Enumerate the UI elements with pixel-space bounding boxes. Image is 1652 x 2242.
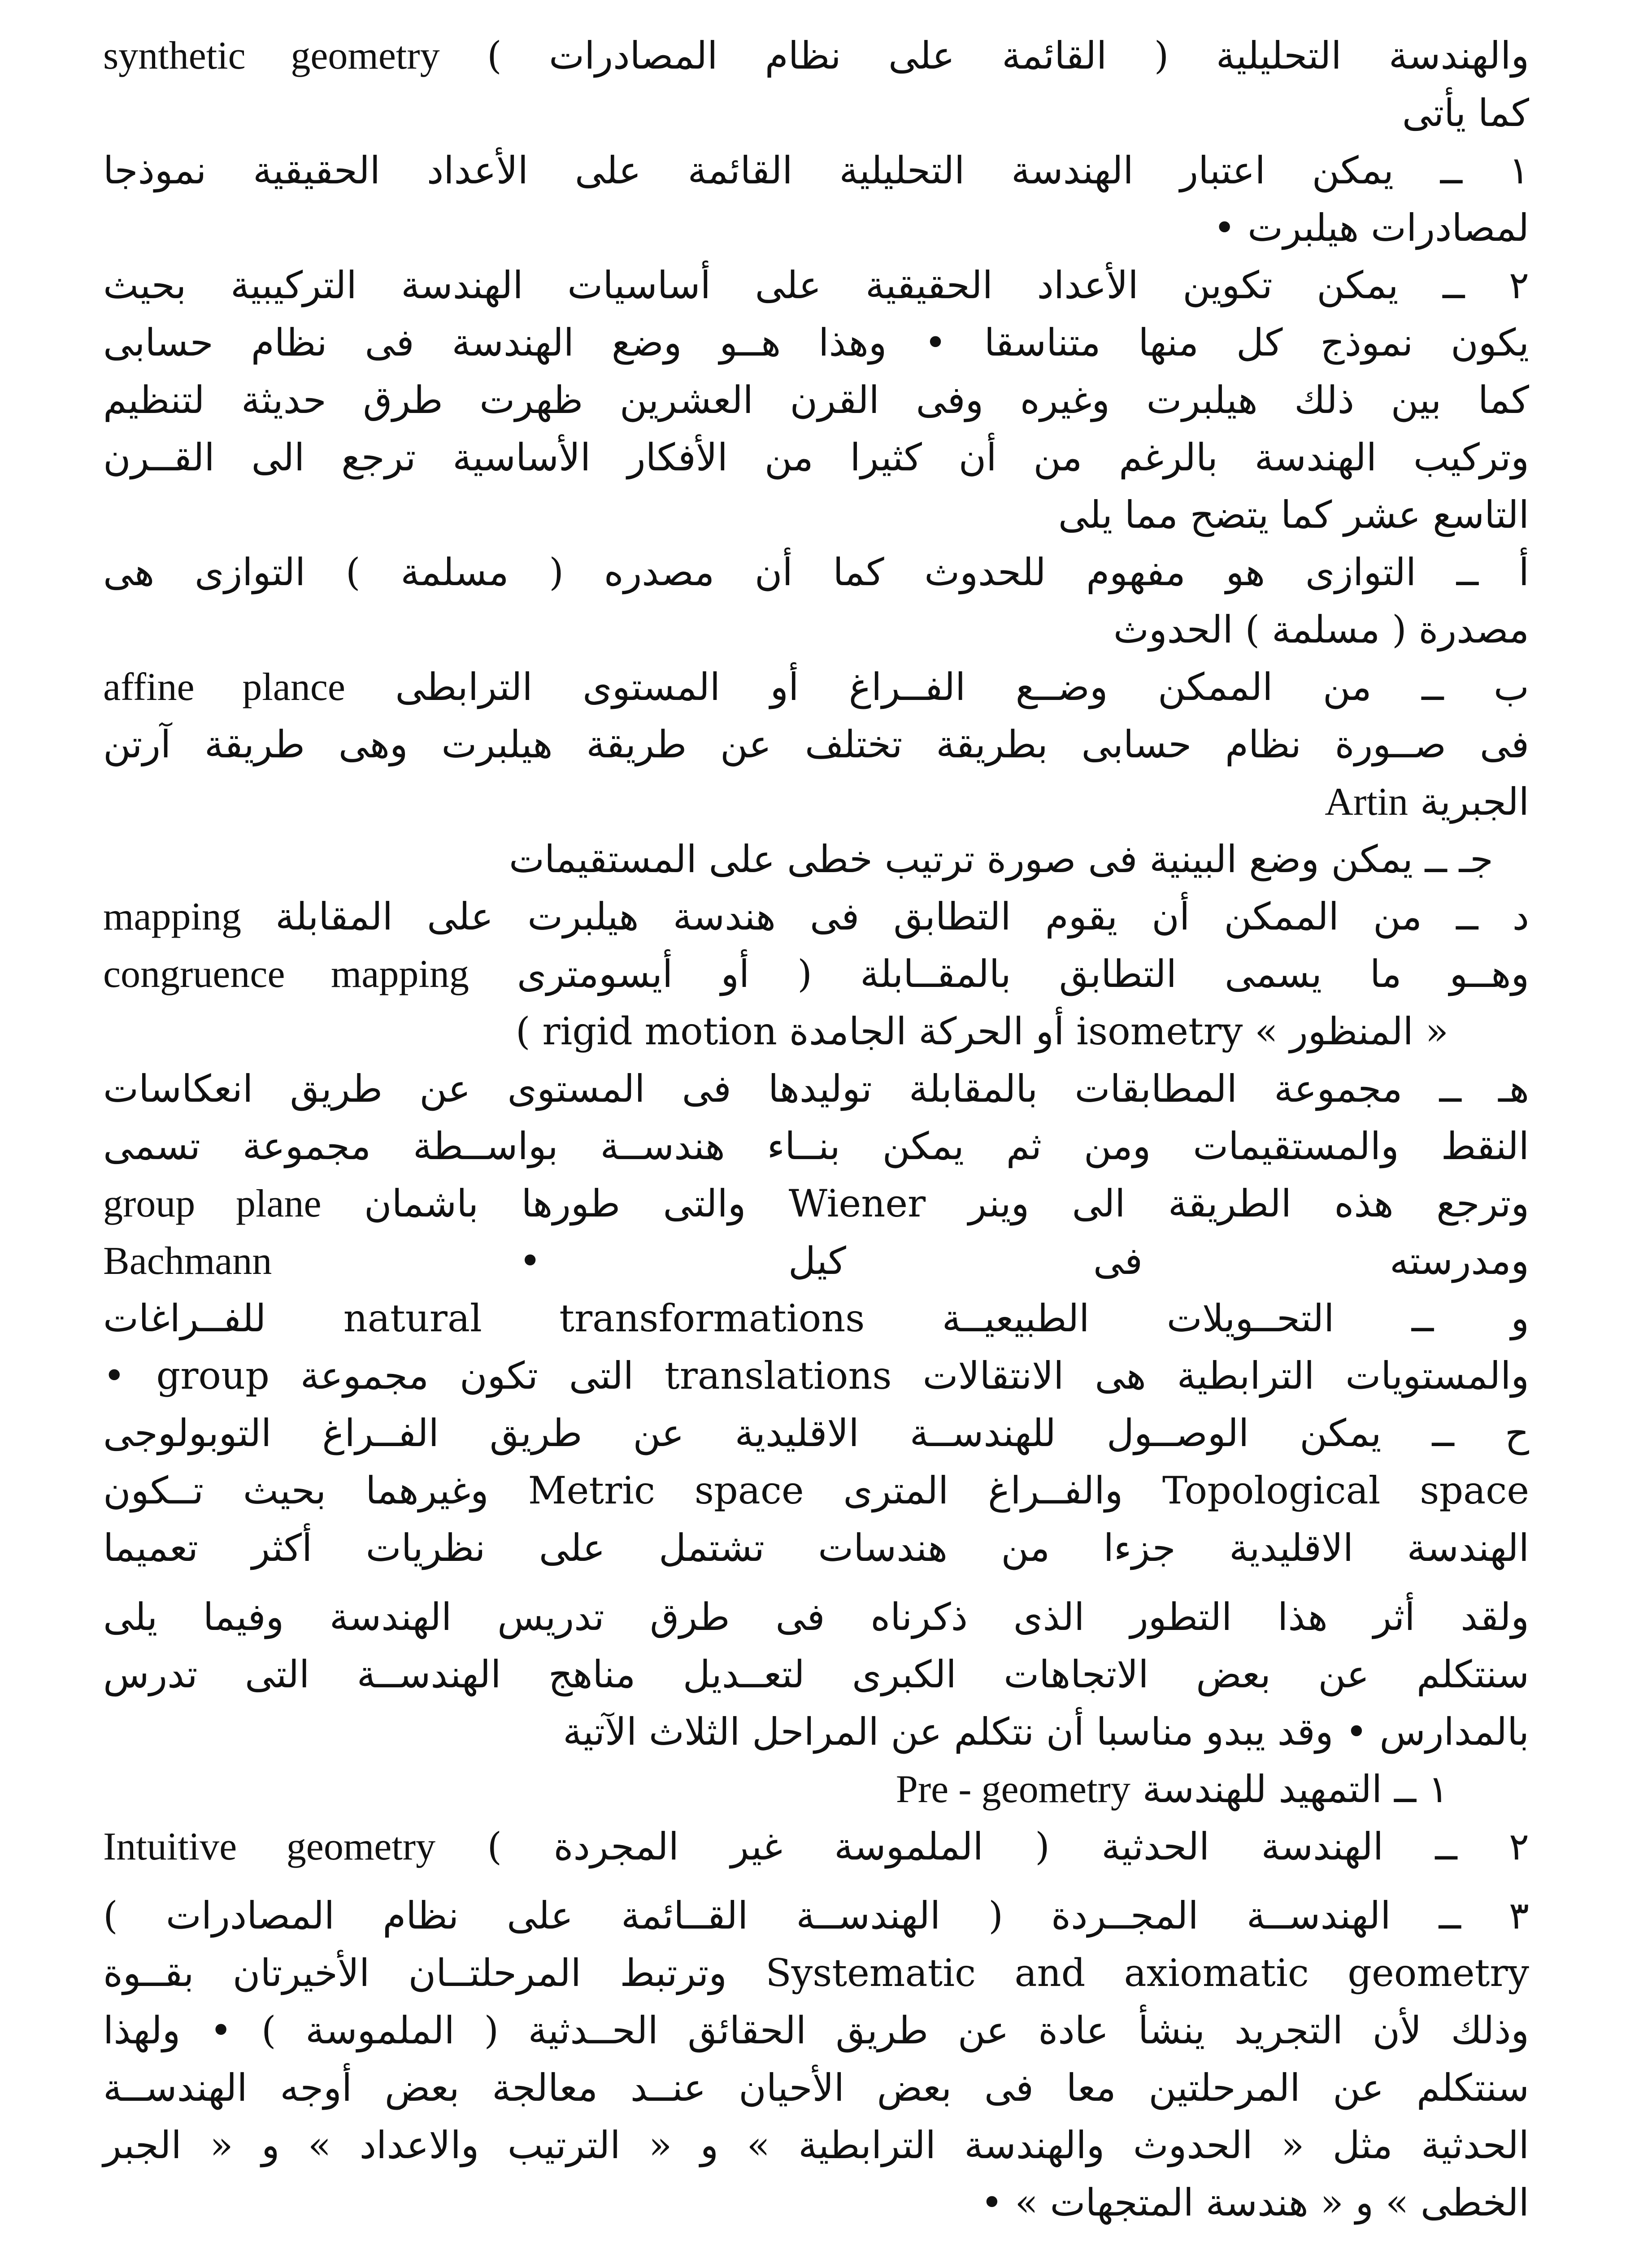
text-line [103,1290,1529,1347]
arabic-text: مصدرة ( مسلمة ) الحدوث [1113,608,1529,652]
latin-term: synthetic geometry [103,34,440,78]
arabic-text: « المنظور » isometry أو الحركة الجامدة rigid motion ) [515,1009,1448,1053]
arabic-text: ٢ ــ يمكن تكوين الأعداد الحقيقية على أساسيات الهندسة التركيبية بحيث [103,263,1529,307]
latin-term: Intuitive geometry [103,1825,436,1868]
arabic-text: أ ــ التوازى هو مفهوم للحدوث كما أن مصدره ( مسلمة ) التوازى هى [103,550,1529,594]
arabic-text: بالمدارس • وقد يبدو مناسبا أن نتكلم عن المراحل الثلاث الآتية [563,1710,1529,1754]
text-line [103,1404,1529,1462]
text-line [103,2116,1529,2174]
arabic-text: سنتكلم عن بعض الاتجاهات الكبرى لتعــديل مناهج الهندســة التى تدرس [103,1652,1529,1696]
latin-term: Bachmann [103,1239,272,1283]
text-line [103,888,1529,945]
latin-term: group plane [103,1182,322,1225]
text-line [103,601,1529,658]
arabic-text: لمصادرات هيلبرت • [1213,206,1529,250]
arabic-text: الخطى » و « هندسة المتجهات » • [981,2181,1529,2225]
arabic-text: و ــ التحــويلات الطبيعيــة natural transformations للفــراغات [103,1296,1529,1340]
text-line [103,1347,1529,1404]
text-line [103,1818,1529,1875]
arabic-text: والمستويات الترابطية هى الانتقالات translations التى تكون مجموعة group • [103,1354,1529,1398]
text-line [103,1887,1529,1944]
text-line [103,1232,1529,1290]
latin-term: affine plance [103,665,345,709]
arabic-text: سنتكلم عن المرحلتين معا فى بعض الأحيان عنــد معالجة بعض أوجه الهندســة [103,2066,1529,2110]
arabic-text: والهندسة التحليلية ( القائمة على نظام المصادرات ) [487,34,1530,78]
text-line [103,429,1529,486]
arabic-text: الحدثية مثل « الحدوث والهندسة الترابطية » و « الترتيب والاعداد » و « الجبر [103,2123,1529,2167]
text-line [103,1703,1529,1760]
text-line [103,1646,1529,1703]
text-line [103,27,1529,84]
text-line [103,716,1529,773]
arabic-text: وهــو ما يسمى التطابق بالمقــابلة ( أو أيسومترى [517,952,1530,996]
text-line [103,1462,1529,1519]
latin-term: mapping [103,895,241,939]
arabic-text: ٢ ــ الهندسة الحدثية ( الملموسة غير المجردة ) [487,1825,1530,1868]
arabic-text: ١ ــ يمكن اعتبار الهندسة التحليلية القائمة على الأعداد الحقيقية نموذجا [103,148,1529,192]
arabic-text: جـ ــ يمكن وضع البينية فى صورة ترتيب خطى على المستقيمات [509,837,1493,881]
arabic-text: يكون نموذج كل منها متناسقا • وهذا هــو وضع الهندسة فى نظام حسابى [103,321,1529,365]
text-line [103,658,1529,716]
text-line [103,543,1529,601]
latin-term: congruence mapping [103,952,469,996]
arabic-text: ب ــ من الممكن وضــع الفــراغ أو المستوى الترابطى [395,665,1529,709]
text-line [103,1760,1529,1818]
text-line [103,1003,1529,1060]
text-line [103,486,1529,543]
arabic-text: ولقد أثر هذا التطور الذى ذكرناه فى طرق تدريس الهندسة وفيما يلى [103,1595,1529,1639]
paragraph-gap [103,1875,1529,1887]
arabic-text: ح ــ يمكن الوصــول للهندســة الاقليدية عن طريق الفــراغ التوبولوجى [103,1411,1529,1455]
arabic-text: وتركيب الهندسة بالرغم من أن كثيرا من الأفكار الأساسية ترجع الى القــرن [103,435,1529,479]
document-page [103,27,1529,2242]
latin-term: Pre - geometry [896,1768,1130,1811]
text-line [103,2002,1529,2059]
arabic-text: كما بين ذلك هيلبرت وغيره وفى القرن العشرين ظهرت طرق حديثة لتنظيم [103,378,1529,422]
text-line [103,830,1529,888]
arabic-text: فى صــورة نظام حسابى بطريقة تختلف عن طريقة هيلبرت وهى طريقة آرتن [103,722,1529,766]
text-line [103,142,1529,199]
text-line [103,199,1529,256]
arabic-text: هـ ــ مجموعة المطابقات بالمقابلة توليدها فى المستوى عن طريق انعكاسات [103,1067,1529,1111]
arabic-text: ٣ ــ الهندســة المجــردة ( الهندســة القــائمة على نظام المصادرات ) [103,1894,1529,1938]
arabic-text: النقط والمستقيمات ومن ثم يمكن بنــاء هندســة بواســطة مجموعة تسمى [103,1124,1529,1168]
text-line [103,256,1529,314]
text-line [103,84,1529,142]
latin-term: Artin [1325,780,1409,824]
text-line [103,371,1529,429]
arabic-text: ١ ــ التمهيد للهندسة [1142,1767,1448,1811]
arabic-text: كما يأتى [1402,91,1529,135]
paragraph-gap [103,1577,1529,1588]
arabic-text: ومدرسته فى كيل • [519,1239,1529,1283]
text-line [103,1175,1529,1232]
text-line [103,2059,1529,2116]
arabic-text: وذلك لأن التجريد ينشأ عادة عن طريق الحقائق الحــدثية ( الملموسة ) • ولهذا [103,2008,1529,2052]
text-line [103,1944,1529,2002]
text-line [103,1519,1529,1577]
arabic-text: وترجع هذه الطريقة الى وينر Wiener والتى طورها باشمان [364,1182,1530,1225]
text-line [103,1117,1529,1175]
arabic-text: Topological space والفــراغ المترى Metric space وغيرهما بحيث تــكون [103,1469,1529,1512]
arabic-text: الجبرية [1420,780,1529,824]
text-line [103,1060,1529,1117]
arabic-text: د ــ من الممكن أن يقوم التطابق فى هندسة هيلبرت على المقابلة [275,895,1529,939]
text-line [103,773,1529,830]
text-line [103,945,1529,1003]
arabic-text: Systematic and axiomatic geometry وترتبط المرحلتــان الأخيرتان بقــوة [103,1951,1530,1995]
arabic-text: التاسع عشر كما يتضح مما يلى [1058,493,1529,537]
text-line [103,314,1529,371]
text-line [103,2174,1529,2231]
text-line [103,1588,1529,1646]
arabic-text: الهندسة الاقليدية جزءا من هندسات تشتمل على نظريات أكثر تعميما [103,1526,1529,1570]
